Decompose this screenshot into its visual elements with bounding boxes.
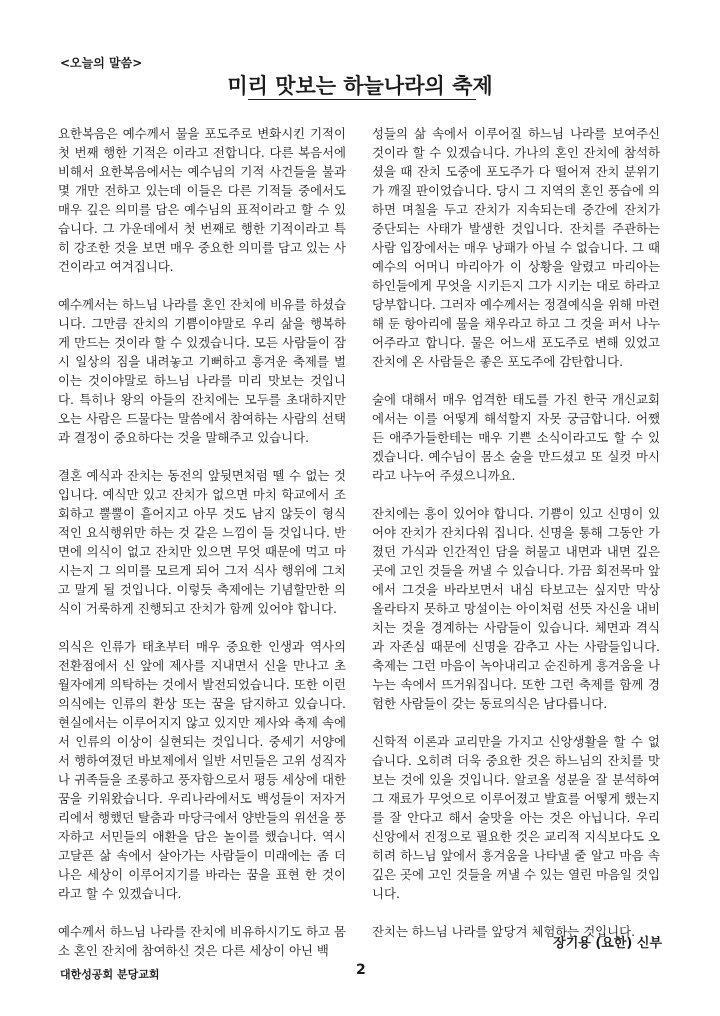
paragraph: 성들의 삶 속에서 이루어질 하느님 나라를 보여주신 것이라 할 수 있겠습니다. 가나의 혼인 잔치에 참석하셨을 때 잔치 도중에 포도주가 다 떨어져 잔치 분위기가 깨질 판이었습니다. 당시 그 지역의 혼인 풍습에 의하면 며칠을 두고 잔치가 지속되는데 중간에 잔치가 중단되는 사태가 발생한 것입니다. 잔치를 주관하는 사람 입장에서는 매우 낭패가 아닐 수 없습니다. 그 때 예수의 어머니 마리아가 이 상황을 알렸고 마리아는 하인들에게 무엇을 시키든지 그가 시키는 대로 하라고 당부합니다. 그러자 예수께서는 정결예식을 위해 마련해 둔 항아리에 물을 채우라고 하고 그 것을 퍼서 나누어주라고 합니다. 물은 어느새 포도주로 변해 있었고 잔치에 온 사람들은 좋은 포도주에 감탄합니다. (372, 126, 660, 369)
left-column (58, 124, 346, 979)
paragraph: 잔치는 하느님 나라를 앞당겨 체험하는 것입니다. (372, 924, 636, 939)
paragraph: 의식은 인류가 태초부터 매우 중요한 인생과 역사의 전환점에서 신 앞에 제사를 지내면서 신을 만나고 초월자에게 의탁하는 것에서 발전되었습니다. 또한 이런 의식에는 인류의 환상 또는 꿈을 담지하고 있습니다. 현실에서는 이루어지지 않고 있지만 제사와 축제 속에서 인류의 이상이 실현되는 것입니다. 중세기 서양에서 행하여졌던 바보제에서 일반 서민들은 고위 성직자나 귀족들을 조롱하고 풍자함으로서 평등 세상에 대한 꿈을 키워왔습니다. 우리나라에서도 백성들이 저자거리에서 행했던 탈춤과 마당극에서 양반들의 위선을 풍자하고 서민들의 애환을 담은 놀이를 했습니다. 역시 고달픈 삶 속에서 살아가는 사람들이 미래에는 좀 더 나은 세상이 이루어지기를 바라는 꿈을 표현 한 것이라고 할 수 있겠습니다. (58, 639, 346, 901)
paragraph: 예수께서는 하느님 나라를 혼인 잔치에 비유를 하셨습니다. 그만큼 잔치의 기쁨이야말로 우리 삶을 행복하게 만드는 것이라 할 수 있겠습니다. 모든 사람들이 잠시 일상의 짐을 내려놓고 기뻐하고 흥겨운 축제를 벌이는 것이야말로 하느님 나라를 미리 맛보는 것입니다. 특히나 왕의 아들의 잔치에는 모두를 초대하지만 오는 사람은 드물다는 말씀에서 참여하는 사람의 선택과 결정이 중요하다는 것을 말해주고 있습니다. (58, 297, 346, 445)
section-label: <오늘의 말씀> (60, 56, 143, 70)
paragraph: 예수께서 하느님 나라를 잔치에 비유하시기도 하고 몸소 혼인 잔치에 참여하신 것은 다른 세상이 아닌 백 (58, 924, 346, 958)
page-title: 미리 맛보는 하늘나라의 축제 (227, 74, 493, 98)
paragraph: 잔치에는 흥이 있어야 합니다. 기쁨이 있고 신명이 있어야 잔치가 잔치다워 집니다. 신명을 통해 그동안 가졌던 가식과 인간적인 담을 허물고 내면과 내면 깊은 곳에 고인 것들을 꺼낼 수 있습니다. 가끔 회전목마 앞에서 그것을 바라보면서 내심 타보고는 싶지만 막상 올라타지 못하고 망설이는 아이처럼 선뜻 자신을 내비치는 것을 경계하는 사람들이 있습니다. 체면과 격식과 자존심 때문에 신명을 감추고 사는 사람들입니다. 축제는 그런 마음이 녹아내리고 순진하게 흥겨움을 나누는 속에서 뜨거워집니다. 또한 그런 축제를 함께 경험한 사람들이 갖는 동료의식은 남다릅니다. (372, 506, 660, 711)
footer-organization: 대한성공회 분당교회 (60, 968, 160, 981)
paragraph: 신학적 이론과 교리만을 가지고 신앙생활을 할 수 없습니다. 오히려 더욱 중요한 것은 하느님의 잔치를 맛보는 것에 있을 것입니다. 알코올 성분을 잘 분석하여 그 재료가 무엇으로 이루어졌고 발효를 어떻게 했는지를 잘 안다고 해서 술맛을 아는 것은 아닙니다. 우리 신앙에서 진정으로 필요한 것은 교리적 지식보다도 오히려 하느님 앞에서 흥겨움을 나타낼 줄 알고 마음 속 깊은 곳에 고인 것들을 꺼낼 수 있는 열린 마음일 것입니다. (372, 734, 660, 901)
paragraph: 술에 대해서 매우 엄격한 태도를 가진 한국 개신교회에서는 이를 어떻게 해석할지 자못 궁금합니다. 어쨌든 애주가들한테는 매우 기쁜 소식이라고도 할 수 있겠습니다. 예수님이 몸소 술을 만드셨고 또 실컷 마시라고 나누어 주셨으니까요. (372, 392, 660, 483)
paragraph: 요한복음은 예수께서 물을 포도주로 변화시킨 기적이 첫 번째 행한 기적은 이라고 전합니다. 다른 복음서에 비해서 요한복음에서는 예수님의 기적 사건들을 불과 몇 개만 전하고 있는데 이들은 다른 기적들 중에서도 매우 깊은 의미를 담은 예수님의 표적이라고 할 수 있습니다. 그 가운데에서 첫 번째로 행한 기적이라고 특히 강조한 것을 보면 매우 중요한 의미를 담고 있는 사건이라고 여겨집니다. (58, 126, 346, 274)
right-column (372, 124, 660, 960)
title-underline (248, 99, 476, 100)
author-signature: 장기용 (요한) 신부 (553, 936, 662, 951)
page-number: 2 (356, 962, 366, 978)
paragraph: 결혼 예식과 잔치는 동전의 앞뒷면처럼 뗄 수 없는 것입니다. 예식만 있고 잔치가 없으면 마치 학교에서 조회하고 뿔뿔이 흩어지고 아무 것도 남지 않듯이 형식적인 요식행위만 하는 것 같은 느낌이 들 것입니다. 반면에 의식이 없고 잔치만 있으면 무엇 때문에 먹고 마시는지 그 의미를 모르게 되어 그저 식사 행위에 그치고 말게 될 것입니다. 이렇듯 축제에는 기념할만한 의식이 거룩하게 진행되고 잔치가 함께 있어야 합니다. (58, 468, 346, 616)
